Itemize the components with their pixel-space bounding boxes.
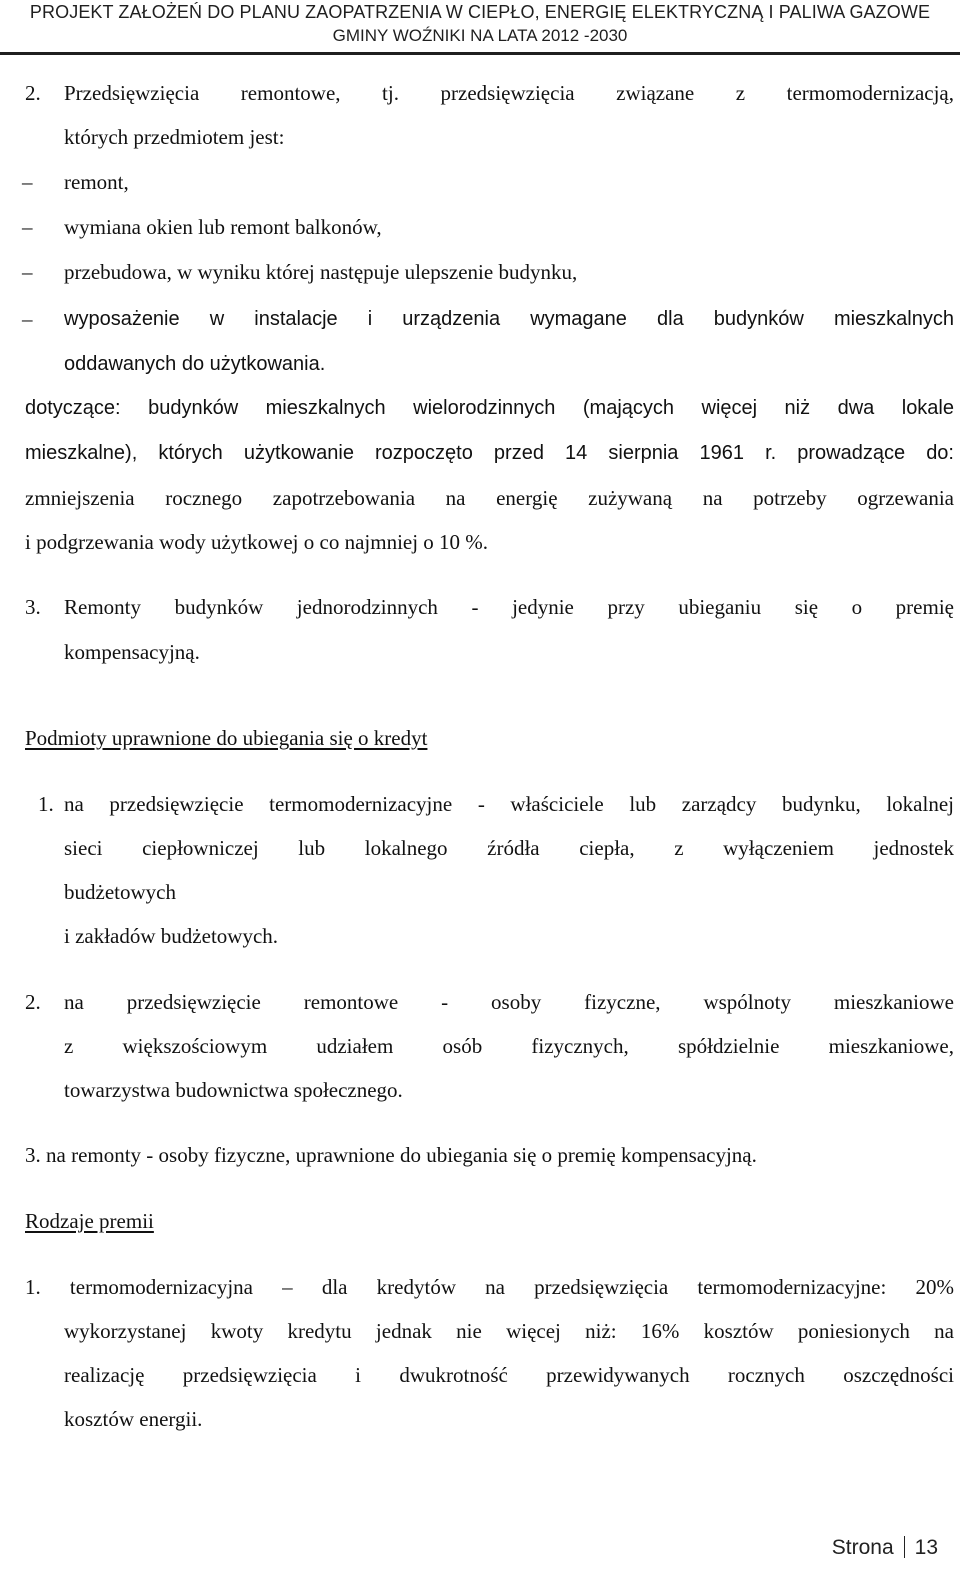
section-2-line-2: których przedmiotem jest: bbox=[64, 125, 285, 149]
entity-1-line: sieci ciepłowniczej lub lokalnego źródła ciepła, z wyłączeniem jednostek bbox=[64, 836, 954, 860]
premium-line: 1. termomodernizacyjna – dla kredytów na przedsięwzięcia termomodernizacyjne: 20% bbox=[25, 1275, 954, 1299]
list-item: remont, bbox=[64, 170, 129, 194]
list-item-continuation: oddawanych do użytkowania. bbox=[64, 353, 326, 375]
list-item: przebudowa, w wyniku której następuje ulepszenie budynku, bbox=[64, 260, 578, 284]
list-dash: – bbox=[22, 170, 33, 194]
premium-line: kosztów energii. bbox=[64, 1407, 203, 1431]
paragraph-line: dotyczące: budynków mieszkalnych wielorodzinnych (mających więcej niż dwa lokale bbox=[25, 397, 954, 419]
paragraph-line: i podgrzewania wody użytkowej o co najmniej o 10 %. bbox=[25, 530, 489, 554]
section-3-number: 3. bbox=[25, 595, 41, 619]
list-dash: – bbox=[22, 260, 33, 284]
premium-line: wykorzystanej kwoty kredytu jednak nie więcej niż: 16% kosztów poniesionych na bbox=[64, 1319, 954, 1343]
premium-line: realizację przedsięwzięcia i dwukrotność przewidywanych rocznych oszczędności bbox=[64, 1363, 954, 1387]
list-item: wyposażenie w instalacje i urządzenia wymagane dla budynków mieszkalnych bbox=[64, 308, 954, 330]
entity-2-number: 2. bbox=[25, 990, 41, 1014]
header-title-line1: PROJEKT ZAŁOŻEŃ DO PLANU ZAOPATRZENIA W CIEPŁO, ENERGIĘ ELEKTRYCZNĄ I PALIWA GAZOWE bbox=[29, 2, 931, 22]
heading-premium-types: Rodzaje premii bbox=[25, 1209, 154, 1233]
footer-page-label: Strona bbox=[831, 1536, 894, 1559]
entity-2-line: towarzystwa budownictwa społecznego. bbox=[64, 1078, 403, 1102]
list-item: wymiana okien lub remont balkonów, bbox=[64, 215, 382, 239]
list-dash: – bbox=[22, 215, 33, 239]
entity-1-line: budżetowych bbox=[64, 880, 176, 904]
page-footer bbox=[832, 1536, 938, 1560]
entity-1-number: 1. bbox=[38, 792, 54, 816]
paragraph-line: mieszkalne), których użytkowanie rozpoczęto przed 14 sierpnia 1961 r. prowadzące do: bbox=[25, 442, 954, 464]
list-dash: – bbox=[22, 307, 33, 331]
footer-page-number: 13 bbox=[914, 1536, 938, 1559]
header-title-line2: GMINY WOŹNIKI NA LATA 2012 -2030 bbox=[332, 26, 628, 45]
section-3-line-2: kompensacyjną. bbox=[64, 640, 200, 664]
entity-2-line: na przedsięwzięcie remontowe - osoby fizyczne, wspólnoty mieszkaniowe bbox=[64, 990, 954, 1014]
section-2-line-1: Przedsięwzięcia remontowe, tj. przedsięwzięcia związane z termomodernizacją, bbox=[64, 81, 954, 105]
entity-1-line: i zakładów budżetowych. bbox=[64, 924, 279, 948]
entity-3-line: 3. na remonty - osoby fizyczne, uprawnione do ubiegania się o premię kompensacyjną. bbox=[25, 1143, 757, 1167]
section-3-line-1: Remonty budynków jednorodzinnych - jedynie przy ubieganiu się o premię bbox=[64, 595, 954, 619]
entity-2-line: z większościowym udziałem osób fizycznych, spółdzielnie mieszkaniowe, bbox=[64, 1034, 954, 1058]
entity-1-line: na przedsięwzięcie termomodernizacyjne - właściciele lub zarządcy budynku, lokalnej bbox=[64, 792, 954, 816]
heading-eligible-entities: Podmioty uprawnione do ubiegania się o kredyt bbox=[25, 726, 428, 750]
paragraph-line: zmniejszenia rocznego zapotrzebowania na energię zużywaną na potrzeby ogrzewania bbox=[25, 486, 954, 510]
footer-separator bbox=[904, 1536, 905, 1558]
section-2-number: 2. bbox=[25, 81, 41, 105]
